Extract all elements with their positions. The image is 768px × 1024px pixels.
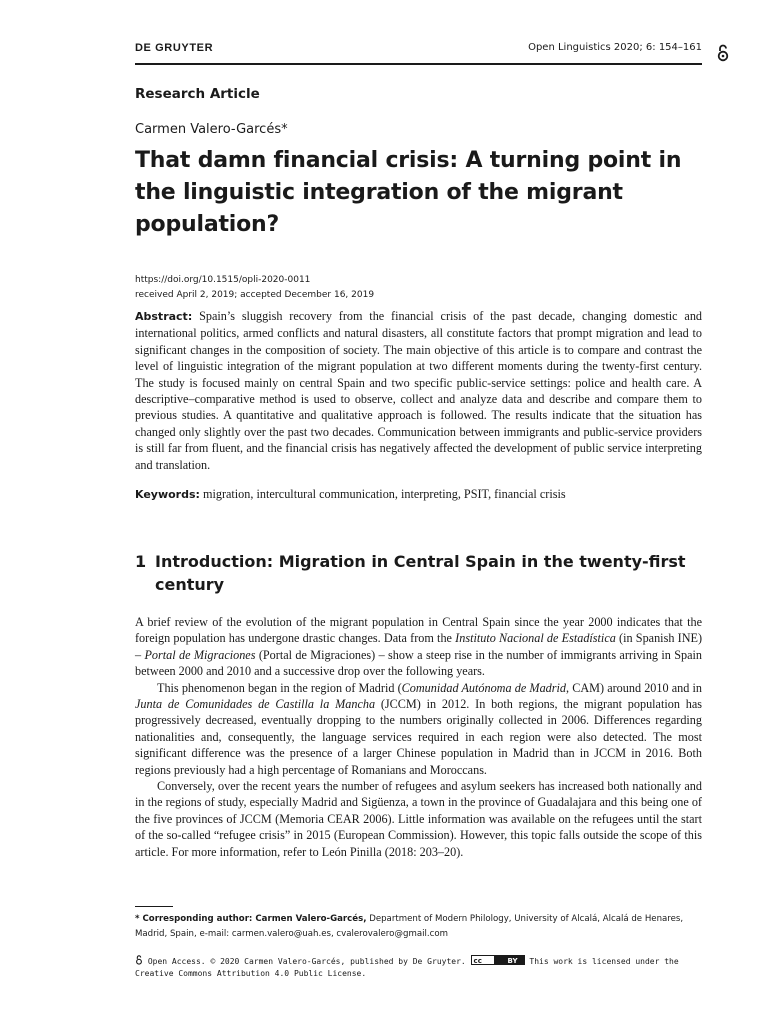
- open-access-icon: [135, 955, 143, 965]
- footnote-text: Department of Modern Philology, University of Alcalá, Alcalá de Henares, Madrid, Spain, e-mail: carmen.valero@uah.es, cvalerovalero@gmail.com: [135, 914, 684, 939]
- keywords-text: migration, intercultural communication, interpreting, PSIT, financial crisis: [202, 487, 566, 501]
- text-run: (Portal de Migraciones) – show a steep rise in the number of immigrants arriving in Spain between 2000 and 2010 and a successive drop over the following years.: [135, 647, 702, 679]
- footnote-divider: [135, 906, 173, 907]
- corresponding-author-footnote: [135, 912, 702, 942]
- italic-source-name: Instituto Nacional de Estadística: [455, 631, 616, 646]
- article-title: That damn financial crisis: A turning point in the linguistic integration of the migrant population?: [135, 148, 682, 237]
- body-text: [135, 614, 702, 860]
- italic-region-name: Junta de Comunidades de Castilla la Mancha: [135, 697, 376, 712]
- doi-link[interactable]: https://doi.org/10.1515/opli-2020-0011: [135, 275, 311, 285]
- received-accepted-dates: received April 2, 2019; accepted December 16, 2019: [135, 290, 375, 300]
- abstract: [135, 308, 702, 473]
- article-type: Research Article: [135, 86, 260, 102]
- cc-badge-label: cc: [473, 957, 482, 965]
- paragraph-3: Conversely, over the recent years the number of refugees and asylum seekers has increased both nationally and in the regions of study, especially Madrid and Sigüenza, a town in the province of Guadalajara and this being one of the five provinces of JCCM (Memoria CEAR 2006). Little information was available on the refugees until the start of the so-called “refugee crisis” in 2015 (European Commission). However, this topic falls outside the scope of this article. For more information, refer to León Pinilla (2018: 203–20).: [135, 779, 702, 859]
- license-text-a: Open Access. © 2020 Carmen Valero-Garcés, published by De Gruyter.: [147, 957, 466, 966]
- text-run: (JCCM) in 2012. In both regions, the migrant population has progressively decreased, eventually dropping to the numbers originally collected in 2006. Differences regarding nationalities and, consequently, the language services required in each region were also detected. The most significant difference was the presence of a larger Chinese population in Madrid than in JCCM in 2016. Both regions previously had a high percentage of Romanians and Moroccans.: [135, 697, 702, 777]
- license-text-b: This work is licensed under the Creative Commons Attribution 4.0 Public License.: [135, 957, 679, 978]
- paragraph-2: [135, 680, 702, 778]
- section-number: 1: [135, 552, 147, 571]
- text-run: (in Spanish INE) –: [135, 631, 702, 662]
- section-title-line1: Introduction: Migration in Central Spain in the twenty-first: [155, 552, 686, 571]
- publisher-name: DE GRUYTER: [135, 42, 214, 54]
- section-title-line2: century: [155, 575, 225, 594]
- footnote-label: * Corresponding author: Carmen Valero-Garcés,: [135, 914, 367, 924]
- abstract-label: Abstract:: [135, 310, 193, 323]
- italic-region-name: Comunidad Autónoma de Madrid: [401, 680, 566, 695]
- by-badge-label: BY: [507, 957, 518, 965]
- journal-reference: Open Linguistics 2020; 6: 154–161: [528, 42, 702, 53]
- keywords-label: Keywords:: [135, 488, 200, 501]
- paragraph-1: [135, 614, 702, 680]
- open-access-icon: [716, 44, 730, 62]
- text-run: A brief review of the evolution of the migrant population in Central Spain since the year 2000 indicates that the foreign population has undergone drastic changes. Data from the: [135, 615, 702, 646]
- section-heading: [135, 550, 702, 596]
- page-header: [135, 39, 702, 65]
- cc-by-badge-icon[interactable]: [471, 955, 525, 965]
- license-notice: [135, 955, 702, 980]
- keywords: [135, 486, 702, 503]
- italic-source-name: Portal de Migraciones: [144, 647, 256, 662]
- author-name: Carmen Valero-Garcés*: [135, 122, 288, 137]
- text-run: , CAM) around 2010 and in: [565, 680, 702, 695]
- article-metadata: [135, 273, 374, 303]
- abstract-text: Spain’s sluggish recovery from the financial crisis of the past decade, changing domestic and international politics, armed conflicts and natural disasters, all constitute factors that prompt migration and lead to significant changes in the composition of society. The main objective of this article is to compare and contrast the level of linguistic integration of the migrant population at two different moments during the twenty-first century. The study is focused mainly on central Spain and two specific public-service settings: police and health care. A descriptive–comparative method is used to observe, collect and analyze data and describe and compare them to previous studies. A quantitative and qualitative approach is followed. The results indicate that the situation has changed only slightly over the past two decades. Communication between immigrants and public-service providers is still far from fluent, and the financial crisis has negatively affected the development of public service interpreting and translation.: [135, 309, 703, 472]
- text-run: This phenomenon began in the region of Madrid (: [157, 680, 402, 695]
